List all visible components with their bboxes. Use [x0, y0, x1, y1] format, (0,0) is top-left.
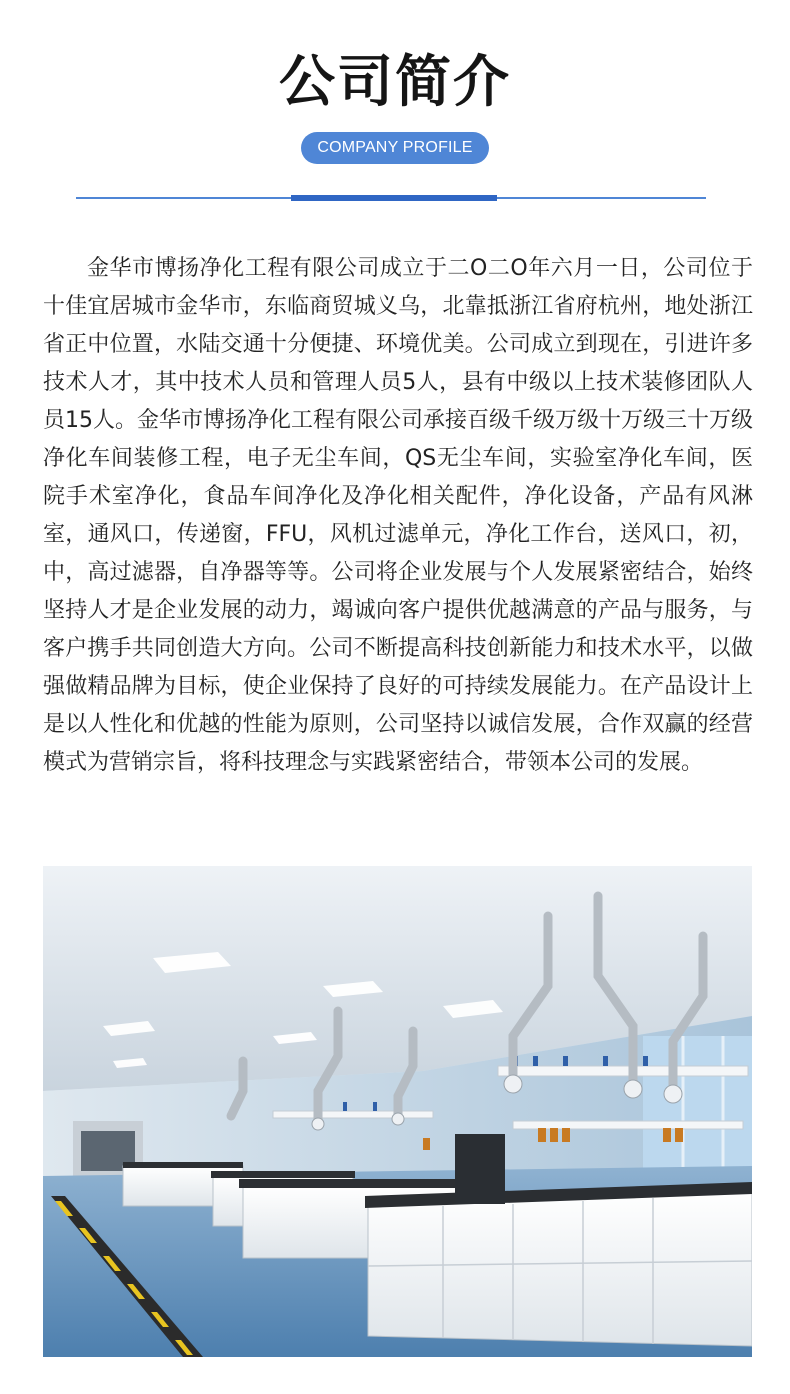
page-title: 公司简介 [279, 50, 511, 115]
subtitle-badge: COMPANY PROFILE [301, 132, 489, 164]
divider-accent [291, 195, 497, 201]
company-intro-paragraph: 金华市博扬净化工程有限公司成立于二O二O年六月一日，公司位于十佳宜居城市金华市，东临商贸城义乌，北靠抵浙江省府杭州，地处浙江省正中位置，水陆交通十分便捷、环境优美。公司成立到现在，引进许多技术人才，其中技术人员和管理人员5人，县有中级以上技术装修团队人员15人。金华市博扬净化工程有限公司承接百级千级万级十万级三十万级净化车间装修工程，电子无尘车间，QS无尘车间，实验室净化车间，医院手术室净化，食品车间净化及净化相关配件，净化设备，产品有风淋室，通风口，传递窗，FFU，风机过滤单元，净化工作台，送风口，初，中，高过滤器，自净器等等。公司将企业发展与个人发展紧密结合，始终坚持人才是企业发展的动力，竭诚向客户提供优越满意的产品与服务，与客户携手共同创造大方向。公司不断提高科技创新能力和技术水平，以做强做精品牌为目标，使企业保持了良好的可持续发展能力。在产品设计上是以人性化和优越的性能为原则，公司坚持以诚信发展，合作双赢的经营模式为营销宗旨，将科技理念与实践紧密结合，带领本公司的发展。 [43, 256, 753, 775]
laboratory-photo [43, 866, 752, 1357]
laboratory-illustration [43, 866, 752, 1357]
